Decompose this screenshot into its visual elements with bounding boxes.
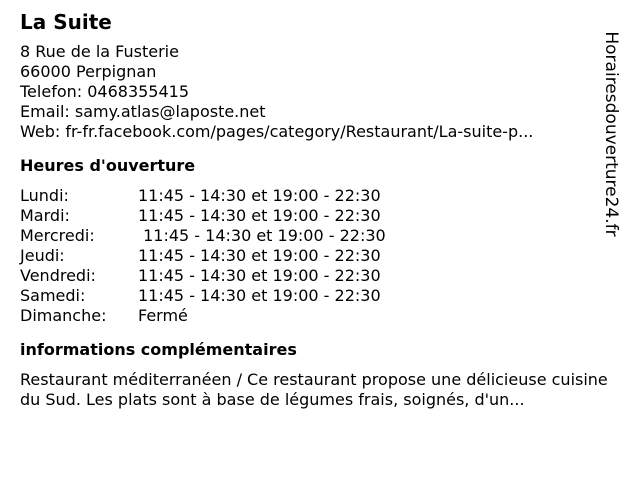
- business-details: [20, 10, 612, 410]
- hours-day: Vendredi:: [20, 266, 96, 285]
- hours-day: Samedi:: [20, 286, 86, 305]
- additional-info-text: Restaurant méditerranéen / Ce restaurant propose une délicieuse cuisine du Sud. Les plats sont à base de légumes frais, soignés, d'un...: [20, 370, 608, 409]
- hours-time: Fermé: [138, 306, 188, 325]
- site-watermark: Horairesdouverture24.fr: [601, 31, 621, 237]
- hours-row-sunday: [20, 306, 612, 326]
- hours-row-saturday: [20, 286, 612, 306]
- hours-day: Jeudi:: [20, 246, 65, 265]
- email-address: Email: samy.atlas@laposte.net: [20, 102, 266, 121]
- hours-time: 11:45 - 14:30 et 19:00 - 22:30: [138, 206, 381, 225]
- hours-row-thursday: [20, 246, 612, 266]
- hours-day: Mardi:: [20, 206, 70, 225]
- hours-row-tuesday: [20, 206, 612, 226]
- phone-number: Telefon: 0468355415: [20, 82, 190, 101]
- hours-day: Lundi:: [20, 186, 69, 205]
- website-link[interactable]: Web: fr-fr.facebook.com/pages/category/Restaurant/La-suite-p...: [20, 122, 534, 141]
- hours-day: Dimanche:: [20, 306, 107, 325]
- hours-row-wednesday: [20, 226, 612, 246]
- hours-time: 11:45 - 14:30 et 19:00 - 22:30: [138, 286, 381, 305]
- hours-time: 11:45 - 14:30 et 19:00 - 22:30: [138, 186, 381, 205]
- hours-day: Mercredi:: [20, 226, 95, 245]
- opening-hours-heading: Heures d'ouverture: [20, 156, 196, 175]
- business-name: La Suite: [20, 10, 112, 34]
- additional-info-heading: informations complémentaires: [20, 340, 297, 359]
- hours-time: 11:45 - 14:30 et 19:00 - 22:30: [138, 246, 381, 265]
- hours-row-friday: [20, 266, 612, 286]
- address-city: 66000 Perpignan: [20, 62, 157, 81]
- hours-row-monday: [20, 186, 612, 206]
- opening-hours-table: [20, 186, 612, 326]
- hours-time: 11:45 - 14:30 et 19:00 - 22:30: [138, 266, 381, 285]
- address-street: 8 Rue de la Fusterie: [20, 42, 179, 61]
- hours-time: 11:45 - 14:30 et 19:00 - 22:30: [138, 226, 386, 245]
